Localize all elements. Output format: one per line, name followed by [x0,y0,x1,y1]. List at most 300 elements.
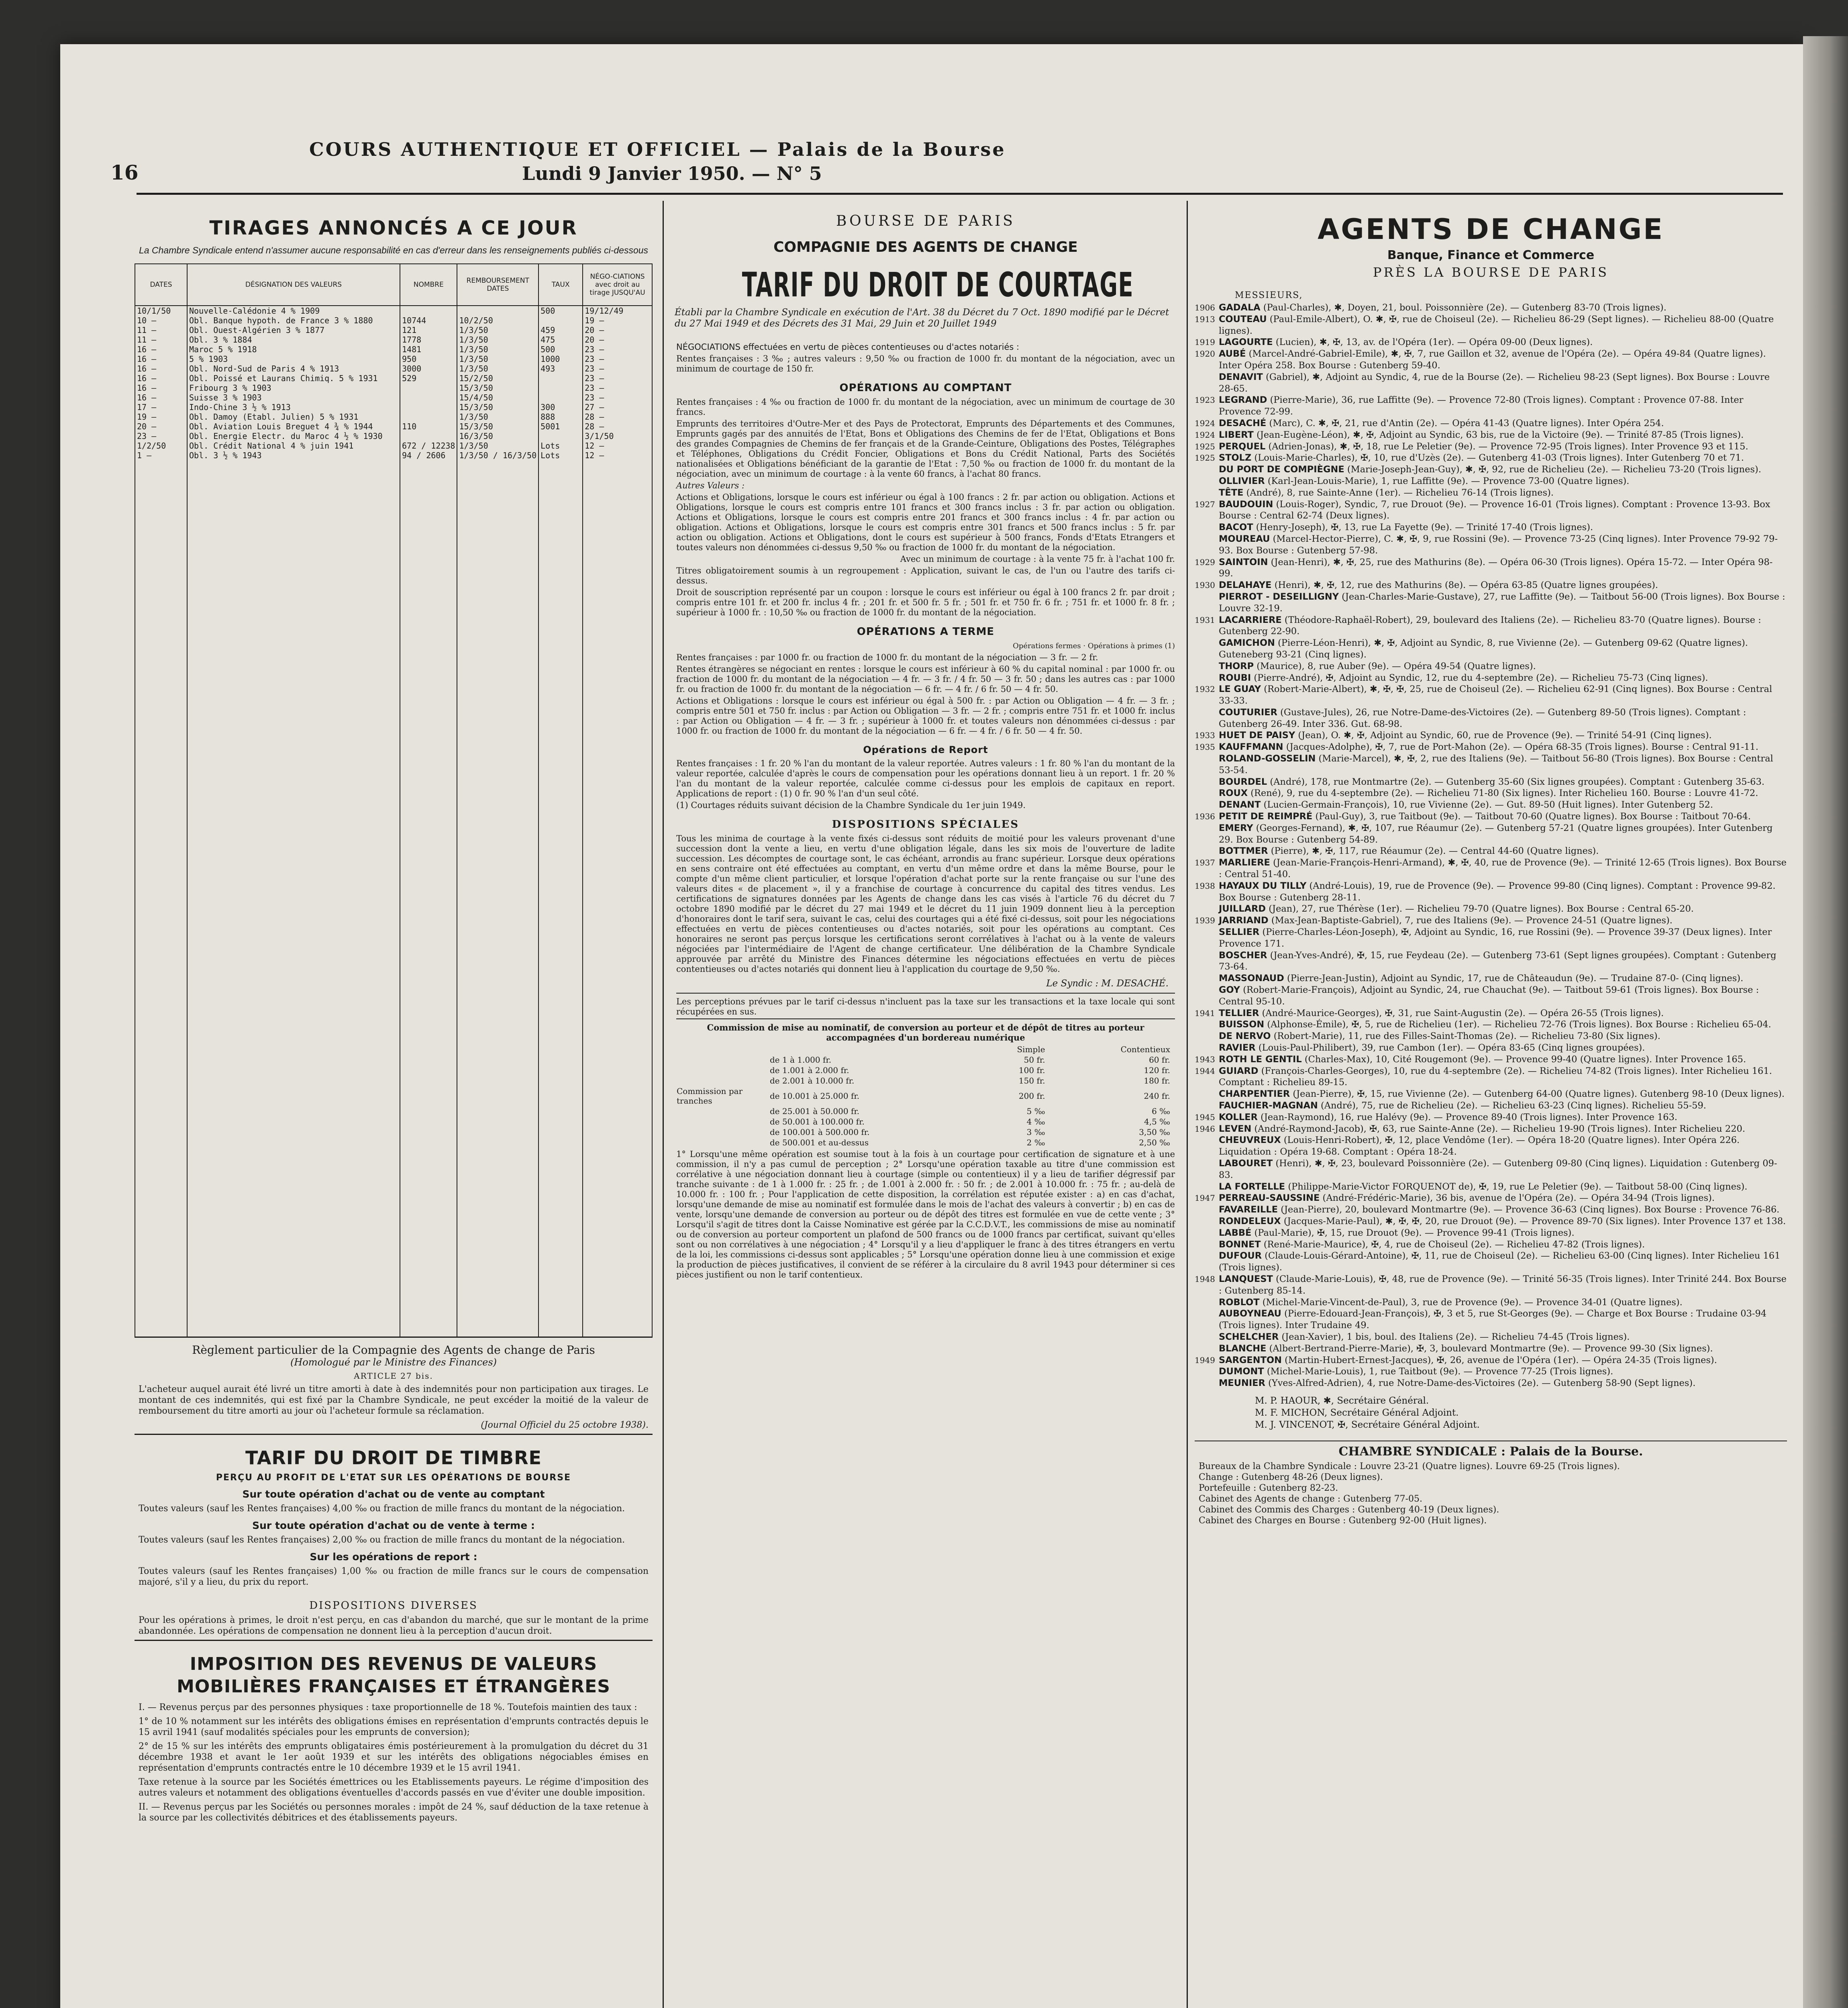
agent-name: KAUFFMANN [1219,742,1283,753]
agent-year: 1943 [1195,1054,1215,1064]
table-cell: 20 — [583,335,652,345]
table-cell: 10744 [400,316,457,325]
agent-details: (Philippe-Marie-Victor FORQUENOT de), ✠, 19, rue Le Peletier (9e). — Taitbout 58-00 (Cinq lignes). [1288,1181,1748,1192]
agent-details: (Lucien-Germain-François), 10, rue Vivienne (2e). — Gut. 89-50 (Huit lignes). Inter Gutenberg 52. [1263,800,1713,810]
agent-year: 1924 [1195,430,1215,440]
table-cell: Obl. Banque hypoth. de France 3 % 1880 [187,316,400,325]
agent-name: LABOURET [1219,1158,1273,1169]
agent-name: COUTURIER [1219,707,1277,718]
commission-rows [676,1055,1181,1148]
agent-entry [1195,557,1787,580]
table-cell: Lots [538,451,583,460]
commission-cell: de 50.001 à 100.000 fr. [770,1117,865,1126]
agent-name: PERQUEL [1219,441,1266,452]
agent-entry [1195,1123,1787,1135]
agent-entry [1219,1135,1787,1158]
imposition-taux-1: 1° de 10 % notamment sur les intérêts des obligations émises en représentation d'emprunts contractés depuis le 15 avril 1941 (sauf modalités spéciales pour les emprunts de conversion); [139,1716,649,1737]
agent-details: (Jean-Charles-Marie-Gustave), 27, rue Laffitte (9e). — Taitbout 56-00 (Trois lignes). Box Bourse : Louvre 32-19. [1219,591,1785,614]
agent-name: AUBOYNEAU [1219,1308,1281,1319]
agent-name: TELLIER [1219,1008,1259,1018]
agent-year: 1906 [1195,303,1215,312]
agent-details: (Adrien-Jonas), ✱, ✠, 18, rue Le Peletier (9e). — Provence 72-95 (Trois lignes). Inter Provence 93 et 115. [1268,441,1748,452]
commission-cell: 3,50 ‰ [1139,1127,1170,1137]
table-cell: 1/3/50 / 16/3/50 [457,451,538,460]
agent-details: (Marc), C. ✱, ✠, 21, rue d'Antin (2e). — Opéra 41-43 (Quatre lignes). Inter Opéra 254. [1269,418,1664,429]
agent-details: (Claude-Marie-Louis), ✠, 48, rue de Provence (9e). — Trinité 56-35 (Trois lignes). Inter Trinité 244. Box Bourse : Gutenberg 85-14. [1219,1273,1787,1296]
agent-details: (François-Charles-Georges), 10, rue du 4-septembre (2e). — Richelieu 74-82 (Trois lignes). Inter Richelieu 161. Comptant : Richelieu 89-15. [1219,1065,1772,1088]
agent-name: GADALA [1219,302,1261,313]
chambre-syndicale-title: CHAMBRE SYNDICALE : Palais de la Bourse. [1195,1441,1787,1459]
report-text: Rentes françaises : 1 fr. 20 % l'an du montant de la valeur reportée. Autres valeurs : 1 fr. 80 % l'an du montant de la valeur reportée, calculée d'après le cours de compensation pour les opérations donnant lieu à un report. 1 fr. 20 % l'an du montant de la valeur reportée, calculée comme ci-dessus pour les emplois de capitaux en report. Applications de report : (1) 0 fr. 90 % l'an d'un seul côté. [676,759,1175,798]
agent-name: BACOT [1219,522,1253,533]
table-cell: Obl. Ouest-Algérien 3 % 1877 [187,325,400,335]
agent-name: DE NERVO [1219,1031,1271,1042]
agent-details: (Lucien), ✱, ✠, 13, av. de l'Opéra (1er). — Opéra 09-00 (Deux lignes). [1275,337,1593,348]
commission-row [676,1075,1181,1086]
agent-name: SAINTOIN [1219,557,1268,567]
timbre-subtitle: PERÇU AU PROFIT DE L'ETAT SUR LES OPÉRATIONS DE BOURSE [216,1473,571,1483]
agent-entry [1219,1343,1787,1355]
agent-entry [1219,1366,1787,1377]
agent-year: 1932 [1195,684,1215,694]
table-cell: 1/3/50 [457,354,538,364]
agent-details: (Gustave-Jules), 26, rue Notre-Dame-des-Victoires (2e). — Gutenberg 89-50 (Trois lignes). Comptant : Gutenberg 26-49. Inter 336. Gut. 68-98. [1219,707,1746,729]
column-header: REMBOURSEMENT DATES [457,264,538,306]
agent-details: (Pierre-Léon-Henri), ✱, ✠, Adjoint au Syndic, 8, rue Vivienne (2e). — Gutenberg 09-62 (Quatre lignes). Guteneberg 93-21 (Cinq lignes). [1219,638,1748,660]
commission-col-simple: Simple [1017,1045,1045,1054]
timbre-title: TARIF DU DROIT DE TIMBRE [245,1447,542,1469]
header-date: Lundi 9 Janvier 1950. — N° 5 [522,163,822,184]
timbre-heading-comptant: Sur toute opération d'achat ou de vente au comptant [242,1488,545,1500]
agent-year: 1944 [1195,1066,1215,1076]
column-tirages [135,201,653,2008]
agent-entry [1219,1019,1787,1031]
agent-details: (Jean-Raymond), 16, rue Halévy (9e). — Provence 89-40 (Trois lignes). Inter Provence 163. [1261,1112,1678,1122]
agent-details: (Marie-Marcel), ✱, ✠, 2, rue des Italiens (9e). — Taitbout 56-80 (Trois lignes). Box Bourse : Central 53-54. [1219,753,1773,775]
titres-obligatoires: Titres obligatoirement soumis à un regroupement : Application, suivant le cas, de l'un ou l'autre des tarifs ci-dessus. [676,566,1175,586]
agent-name: DENAVIT [1219,371,1263,382]
commission-cell: 200 fr. [1018,1091,1045,1101]
table-cell: Obl. Energie Electr. du Maroc 4 ½ % 1930 [187,431,400,441]
agent-name: BONNET [1219,1239,1261,1250]
agent-name: HAYAUX DU TILLY [1219,880,1307,891]
table-cell: 500 [538,306,583,316]
table-cell: Suisse 3 % 1903 [187,393,400,402]
commission-cell: 150 fr. [1018,1076,1045,1086]
droit-souscription: Droit de souscription représenté par un coupon : lorsque le cours est inférieur ou égal à 100 francs 2 fr. par droit ; compris entre 101 fr. et 200 fr. inclus 4 fr. ; 201 fr. et 500 fr. 5 fr. ; 501 fr. et 750 fr. 6 fr. ; 751 fr. et 1000 fr. 8 fr. ; supérieur à 1000 fr. : 10,50 ‰ ou fraction de 1000 fr. du montant de la négociation. [676,588,1175,617]
table-cell: 23 — [583,373,652,383]
agent-year: 1919 [1195,337,1215,347]
table-cell: Indo-Chine 3 ½ % 1913 [187,402,400,412]
table-cell: Lots [538,441,583,451]
commission-cell: de 500.001 et au-dessus [770,1138,869,1147]
imposition-societes: II. — Revenus perçus par les Sociétés ou personnes morales : impôt de 24 %, sauf déduction de la taxe retenue à la source par les collectivités débitrices et des établissements payeurs. [139,1802,649,1823]
commission-row [676,1116,1181,1127]
table-row [135,316,652,325]
table-cell: 110 [400,422,457,431]
agent-details: (Pierre-André), ✠, Adjoint au Syndic, 12, rue du 4-septembre (2e). — Richelieu 75-73 (Cinq lignes). [1254,672,1708,683]
table-cell: 19/12/49 [583,306,652,316]
agent-year: 1938 [1195,881,1215,891]
synd-line: Cabinet des Agents de change : Gutenberg 77-05. [1199,1494,1423,1504]
commission-cell: de 2.001 à 10.000 fr. [770,1076,855,1086]
agent-entry [1195,1355,1787,1366]
comptant-rentes: Rentes françaises : 4 ‰ ou fraction de 1000 fr. du montant de la négociation, avec un minimum de courtage de 30 francs. [676,397,1175,417]
agent-entry [1195,337,1787,348]
table-cell: Fribourg 3 % 1903 [187,383,400,393]
table-cell: 5001 [538,422,583,431]
table-row [135,451,652,460]
table-cell: 23 — [583,354,652,364]
agent-entry [1219,1216,1787,1227]
table-row [135,325,652,335]
agent-entry [1219,788,1787,799]
agent-year: 1936 [1195,812,1215,822]
agent-entry [1195,915,1787,926]
commission-cell: 2 ‰ [1026,1138,1045,1147]
agent-name: LANQUEST [1219,1273,1273,1284]
agent-name: PERREAU-SAUSSINE [1219,1193,1320,1204]
agent-name: HUET DE PAISY [1219,730,1295,741]
agent-details: (Marcel-André-Gabriel-Emile), ✱, ✠, 7, rue Gaillon et 32, avenue de l'Opéra (2e). — Opéra 49-84 (Quatre lignes). Inter Opéra 258. Box Bourse : Gutenberg 59-40. [1219,349,1766,371]
table-cell: 1/3/50 [457,325,538,335]
agent-name: SELLIER [1219,927,1260,938]
commission-cell: 60 fr. [1149,1055,1170,1065]
agent-details: (André), 75, rue de Richelieu (2e). — Richelieu 63-23 (Cinq lignes). Richelieu 55-59. [1321,1100,1706,1111]
table-cell: 3/1/50 [583,431,652,441]
table-row [135,373,652,383]
agent-details: (Claude-Louis-Gérard-Antoine), ✠, 11, rue de Choiseul (2e). — Richelieu 63-00 (Cinq lignes). Inter Richelieu 161 (Trois lignes). [1219,1251,1781,1273]
agent-entry [1195,614,1787,638]
agent-name: GAMICHON [1219,638,1275,649]
agent-entry [1195,302,1787,314]
timbre-text-report: Toutes valeurs (sauf les Rentes françaises) 1,00 ‰ ou fraction de mille francs sur le cours de compensation majoré, s'il y a lieu, du prix du report. [139,1566,649,1587]
agent-details: (Henry-Joseph), ✠, 13, rue La Fayette (9e). — Trinité 17-40 (Trois lignes). [1256,522,1593,533]
agent-name: PETIT DE REIMPRÉ [1219,811,1313,822]
table-cell: 1000 [538,354,583,364]
agent-details: (Jean-Eugène-Léon), ✱, ✠, Adjoint au Syndic, 63 bis, rue de la Victoire (9e). — Trinité 87-85 (Trois lignes). [1256,429,1744,440]
table-cell: Obl. Crédit National 4 % juin 1941 [187,441,400,451]
agent-name: ROUX [1219,788,1248,799]
dispositions-title: DISPOSITIONS DIVERSES [309,1600,478,1612]
agent-year: 1949 [1195,1355,1215,1365]
agent-name: LABBÉ [1219,1227,1252,1238]
agent-year: 1930 [1195,580,1215,590]
agent-details: (Jean-Xavier), 1 bis, boul. des Italiens (2e). — Richelieu 74-45 (Trois lignes). [1281,1331,1630,1342]
commission-cell: 50 fr. [1024,1055,1045,1065]
commission-cell: 4 ‰ [1026,1117,1045,1126]
table-cell: 16/3/50 [457,431,538,441]
agent-year: 1929 [1195,557,1215,567]
report-note: (1) Courtages réduits suivant décision de la Chambre Syndicale du 1er juin 1949. [676,800,1026,810]
table-cell [400,402,457,412]
agent-entry [1195,1112,1787,1123]
column-header: DATES [135,264,187,306]
table-cell: 28 — [583,422,652,431]
agent-details: (Pierre-Jean-Justin), Adjoint au Syndic, 17, rue de Châteaudun (9e). — Trudaine 87-0- (Cinq lignes). [1287,973,1744,984]
table-row [135,335,652,345]
agent-name: LEVEN [1219,1123,1252,1134]
commission-label: Commission par tranches [677,1086,743,1106]
agent-details: (René), 9, rue du 4-septembre (2e). — Richelieu 71-80 (Six lignes). Inter Richelieu 160. Bourse : Louvre 41-72. [1250,788,1758,799]
agent-name: DUFOUR [1219,1251,1262,1261]
agents-subtitle-bourse: PRÈS LA BOURSE DE PARIS [1373,265,1609,280]
agent-name: ROUBI [1219,672,1251,683]
agent-details: (René-Marie-Maurice), ✠, 4, rue de Choiseul (2e). — Richelieu 47-82 (Trois lignes). [1263,1239,1645,1250]
timbre-box [135,1434,653,1637]
tarif-intro: Établi par la Chambre Syndicale en exécution de l'Art. 38 du Décret du 7 Oct. 1890 modifié par le Décret du 27 Mai 1949 et des Décrets des 31 Mai, 29 Juin et 20 Juillet 1949 [675,307,1169,329]
messieurs-label: MESSIEURS, [1235,290,1303,300]
agent-entry [1195,1008,1787,1019]
table-cell [400,393,457,402]
table-row [135,364,652,373]
table-cell: 10 — [135,316,187,325]
commission-cell: de 1 à 1.000 fr. [770,1055,832,1065]
agent-name: LAGOURTE [1219,337,1273,348]
agent-name: LACARRIERE [1219,614,1282,625]
agent-year: 1939 [1195,916,1215,926]
agent-entry [1219,707,1787,730]
agent-year: 1946 [1195,1124,1215,1134]
commission-cell: 240 fr. [1144,1091,1170,1101]
page-edge [1803,36,1848,2008]
agent-entry [1219,672,1787,684]
table-cell: 23 — [583,383,652,393]
commission-cell: 2,50 ‰ [1139,1138,1170,1147]
dispositions-text: Pour les opérations à primes, le droit n'est perçu, en cas d'abandon du marché, que sur le montant de la prime abandonnée. Les opérations de compensation ne donnent lieu à la perception d'aucun droit. [139,1615,649,1636]
table-cell: 23 — [135,431,187,441]
agent-name: SCHELCHER [1219,1331,1279,1342]
table-cell: 1 — [135,451,187,460]
table-cell: 1/3/50 [457,364,538,373]
tirages-title: TIRAGES ANNONCÉS A CE JOUR [209,217,578,239]
commission-col-contentieux: Contentieux [1120,1045,1170,1054]
table-cell: 1/3/50 [457,335,538,345]
agent-entry [1219,1031,1787,1042]
staff-line: M. J. VINCENOT, ✠, Secrétaire Général Adjoint. [1255,1419,1480,1430]
table-row [135,354,652,364]
table-cell: 493 [538,364,583,373]
table-cell: 15/3/50 [457,383,538,393]
agent-name: LEGRAND [1219,395,1267,406]
agent-entry [1195,1273,1787,1297]
table-cell: 11 — [135,335,187,345]
agent-entry [1219,533,1787,557]
agent-details: (Robert-Marie-François), Adjoint au Syndic, 24, rue Chauchat (9e). — Taitbout 59-61 (Trois lignes). Box Bourse : Central 95-10. [1219,985,1759,1007]
agent-details: (Louis-Roger), Syndic, 7, rue Drouot (9e). — Provence 16-01 (Trois lignes). Comptant : Provence 13-93. Box Bourse : Central 62-74 (Deux lignes). [1219,499,1770,521]
table-cell: Obl. Damoy (Etabl. Julien) 5 % 1931 [187,412,400,422]
table-cell: 500 [538,345,583,354]
commission-table [676,1044,1181,1148]
negociations-text: Rentes françaises : 3 ‰ ; autres valeurs : 9,50 ‰ ou fraction de 1000 fr. du montant de la négociation, avec un minimum de courtage de 150 fr. [676,354,1175,373]
commission-cell: 5 ‰ [1026,1106,1045,1116]
agent-entry [1219,464,1787,475]
table-cell [400,412,457,422]
table-cell: 475 [538,335,583,345]
table-blank-space [135,460,652,1337]
agent-details: (Pierre), ✱, ✠, 117, rue Réaumur (2e). — Central 44-60 (Quatre lignes). [1271,846,1599,857]
agent-name: LA FORTELLE [1219,1181,1285,1192]
table-cell: 16 — [135,373,187,383]
commission-cell: de 10.001 à 25.000 fr. [770,1091,860,1101]
agent-name: KOLLER [1219,1112,1258,1122]
perceptions-note: Les perceptions prévues par le tarif ci-dessus n'incluent pas la taxe sur les transactions et la taxe locale qui sont récupérées en sus. [676,993,1175,1017]
terme-title: OPÉRATIONS A TERME [857,626,995,638]
agent-entry [1219,661,1787,672]
agent-details: (Gabriel), ✱, Adjoint au Syndic, 4, rue de la Bourse (2e). — Richelieu 98-23 (Sept lignes). Box Bourse : Louvre 28-65. [1219,371,1770,394]
agent-details: (Yves-Alfred-Adrien), 4, rue Notre-Dame-des-Victoires (2e). — Gutenberg 58-90 (Sept lignes). [1268,1378,1696,1389]
agent-entry [1219,926,1787,950]
agent-details: (Michel-Marie-Vincent-de-Paul), 3, rue de Provence (9e). — Provence 34-01 (Quatre lignes). [1262,1297,1683,1308]
agent-name: OLLIVIER [1219,475,1265,486]
agent-entry [1219,973,1787,984]
agent-entry [1219,950,1787,973]
table-cell: 300 [538,402,583,412]
agent-name: RONDELEUX [1219,1216,1281,1226]
agent-details: (Alphonse-Émile), ✠, 5, rue de Richelieu (1er). — Richelieu 72-76 (Trois lignes). Box Bourse : Richelieu 65-04. [1267,1019,1771,1030]
table-cell: 23 — [583,364,652,373]
agent-entry [1219,1158,1787,1181]
agent-details: (Charles-Max), 10, Cité Rougemont (9e). — Provence 99-40 (Quatre lignes). Inter Provence 165. [1304,1054,1746,1065]
agent-name: BOURDEL [1219,776,1267,787]
terme-rentes-etrangeres: Rentes étrangères se négociant en rentes : lorsque le cours est inférieur à 60 % du capital nominal : par 1000 fr. ou fraction de 1000 fr. du montant de la négociation — 4 fr. — 3 fr. / 4 fr. 50 — 3 fr. 50 ; dans les autres cas : par 1000 fr. ou fraction de 1000 fr. du montant de la négociation — 6 fr. — 4 fr. / 6 fr. 50 — 4 fr. 50. [676,664,1175,694]
table-cell: Obl. Aviation Louis Breguet 4 ¾ % 1944 [187,422,400,431]
agent-entry [1219,1227,1787,1239]
table-cell [457,306,538,316]
agent-name: STOLZ [1219,453,1252,463]
agent-details: (Jean), 27, rue Thérèse (1er). — Richelieu 79-70 (Quatre lignes). Box Bourse : Central 65-20. [1269,904,1694,914]
synd-line: Cabinet des Commis des Charges : Gutenberg 40-19 (Deux lignes). [1199,1504,1499,1515]
table-cell [538,373,583,383]
timbre-text-comptant: Toutes valeurs (sauf les Rentes françaises) 4,00 ‰ ou fraction de mille francs du montant de la négociation. [139,1504,625,1514]
agent-year: 1935 [1195,742,1215,752]
table-cell: 20 — [135,422,187,431]
agent-entry [1219,776,1787,788]
agent-entry [1219,591,1787,614]
table-cell: 529 [400,373,457,383]
agent-entry [1195,348,1787,371]
agent-details: (Albert-Bertrand-Pierre-Marie), ✠, 3, boulevard Montmartre (9e). — Provence 99-30 (Six lignes). [1269,1343,1713,1354]
agent-year: 1945 [1195,1112,1215,1122]
agent-name: DUMONT [1219,1366,1264,1377]
table-cell [538,431,583,441]
table-cell: 16 — [135,364,187,373]
tirages-rows [135,306,652,1337]
agent-name: FAVAREILLE [1219,1204,1278,1215]
table-row [135,402,652,412]
agent-year: 1927 [1195,499,1215,509]
table-cell: 16 — [135,383,187,393]
agent-year: 1925 [1195,453,1215,463]
agent-entry [1195,684,1787,707]
column-agents [1195,201,1787,2008]
table-cell: 16 — [135,354,187,364]
agent-details: (Pierre-Marie), 36, rue Laffitte (9e). — Provence 72-80 (Trois lignes). Comptant : Provence 07-88. Inter Provence 72-99. [1219,395,1744,417]
agent-details: (Marie-Joseph-Jean-Guy), ✱, ✠, 92, rue de Richelieu (2e). — Richelieu 73-20 (Trois lignes). [1347,464,1761,475]
agent-entry [1219,845,1787,857]
commission-row [676,1055,1181,1065]
agent-details: (Jacques-Marie-Paul), ✱, ✠, ✠, 20, rue Drouot (9e). — Provence 89-70 (Six lignes). Inter Provence 137 et 138. [1283,1216,1786,1226]
autres-valeurs-minimum: Avec un minimum de courtage : à la vente 75 fr. à l'achat 100 fr. [900,554,1175,564]
table-cell: 19 — [135,412,187,422]
agent-entry [1219,1250,1787,1273]
imposition-box [135,1640,653,1823]
table-cell: 672 / 12238 [400,441,457,451]
agent-entry [1195,857,1787,880]
table-row [135,306,652,316]
agent-entry [1219,984,1787,1008]
commission-title: Commission de mise au nominatif, de conversion au porteur et de dépôt de titres au porteur accompagnées d'un bordereau numérique [676,1018,1175,1043]
agent-entry [1195,1065,1787,1089]
table-cell: 15/2/50 [457,373,538,383]
table-cell [538,393,583,402]
agent-details: (Paul-Guy), 3, rue Taitbout (9e). — Taitbout 70-60 (Quatre lignes). Box Bourse : Taitbout 70-64. [1315,811,1751,822]
column-header: NOMBRE [400,264,457,306]
agent-name: CHARPENTIER [1219,1089,1290,1100]
agent-entry [1195,1192,1787,1204]
column-header: TAUX [538,264,583,306]
reglement-subtitle: (Homologué par le Ministre des Finances) [290,1357,497,1368]
agent-details: (André-Maurice-Georges), ✠, 31, rue Saint-Augustin (2e). — Opéra 26-55 (Trois lignes). [1262,1008,1664,1018]
agent-name: CHEUVREUX [1219,1135,1281,1146]
agent-name: JARRIAND [1219,915,1269,926]
agent-entry [1219,753,1787,776]
reglement-title: Règlement particulier de la Compagnie des Agents de change de Paris [192,1343,595,1357]
agent-details: (André-Louis), 19, rue de Provence (9e). — Provence 99-80 (Cinq lignes). Comptant : Provence 99-82. Box Bourse : Gutenberg 28-11. [1219,880,1776,903]
table-cell: 94 / 2606 [400,451,457,460]
agent-details: (Marcel-Hector-Pierre), C. ✱, ✠, 9, rue Rossini (9e). — Provence 73-25 (Cinq lignes). Inter Provence 79-92 79-93. Box Bourse : Gutenberg 57-98. [1219,533,1778,556]
agent-name: DELAHAYE [1219,580,1272,591]
header-title: COURS AUTHENTIQUE ET OFFICIEL — Palais de la Bourse [309,139,1006,160]
commission-row [676,1127,1181,1137]
table-cell: 23 — [583,345,652,354]
agent-details: (Pierre-Edouard-Jean-François), ✠, 3 et 5, rue St-Georges (9e). — Charge et Box Bourse : Trudaine 03-94 (Trois lignes). Inter Trudaine 49. [1219,1308,1767,1331]
agent-details: (André), 8, rue Sainte-Anne (1er). — Richelieu 76-14 (Trois lignes). [1246,487,1554,498]
imposition-personnes: I. — Revenus perçus par des personnes physiques : taxe proportionnelle de 18 %. Toutefois maintien des taux : [139,1702,637,1712]
agents-subtitle: Banque, Finance et Commerce [1387,248,1595,262]
agent-name: BOTTMER [1219,846,1268,857]
agent-details: (André-Raymond-Jacob), ✠, 63, rue Sainte-Anne (2e). — Richelieu 19-90 (Trois lignes). Inter Richelieu 220. [1254,1123,1745,1134]
table-cell: 19 — [583,316,652,325]
terme-col-fermes: Opérations fermes [1013,642,1081,650]
agent-entry [1219,487,1787,499]
timbre-heading-terme: Sur toute opération d'achat ou de vente à terme : [252,1520,535,1531]
compagnie-title: COMPAGNIE DES AGENTS DE CHANGE [773,239,1078,255]
commission-cell: de 100.001 à 500.000 fr. [770,1127,870,1137]
agent-name: BAUDOUIN [1219,499,1273,510]
agent-entry [1219,1377,1787,1389]
agent-name: LE GUAY [1219,684,1261,695]
agent-name: PIERROT - DESEILLIGNY [1219,591,1339,602]
agent-entry [1195,499,1787,522]
agents-title: AGENTS DE CHANGE [1318,213,1664,246]
table-cell: 121 [400,325,457,335]
autres-valeurs-text: Actions et Obligations, lorsque le cours est inférieur ou égal à 100 francs : 2 fr. par action ou obligation. Actions et Obligations, lorsque le cours est compris entre 101 francs et 300 francs inclus : 3 fr. par action ou obligation. Actions et Obligations, lorsque le cours est compris entre 201 francs et 300 francs inclus : 4 fr. par action ou obligation. Actions et Obligations, lorsque le cours est compris entre 301 francs et 500 francs inclus : 5 fr. par action ou obligation. Actions et Obligations, dont le cours est supérieur à 500 francs, Fonds d'Etats Etrangers et toutes valeurs non dénommées ci-dessus 9,50 ‰ ou fraction de 1000 fr. du montant de la négociation. [676,492,1175,552]
agent-name: DESACHÉ [1219,418,1267,429]
agent-entry [1219,475,1787,487]
table-row [135,431,652,441]
timbre-text-terme: Toutes valeurs (sauf les Rentes françaises) 2,00 ‰ ou fraction de mille francs du montant de la négociation. [139,1535,625,1545]
table-cell: Obl. Poissé et Laurans Chimiq. 5 % 1931 [187,373,400,383]
agent-details: (André-Frédéric-Marie), 36 bis, avenue de l'Opéra (2e). — Opéra 34-94 (Trois lignes). [1322,1193,1715,1204]
table-cell: 1/3/50 [457,412,538,422]
agent-name: COUTEAU [1219,314,1267,324]
agent-year: 1925 [1195,441,1215,451]
agent-entry [1195,1054,1787,1065]
table-cell: 15/3/50 [457,422,538,431]
agent-entry [1219,522,1787,533]
agent-details: (Michel-Marie-Louis), 1, rue Taitbout (9e). — Provence 77-25 (Trois lignes). [1267,1366,1613,1377]
